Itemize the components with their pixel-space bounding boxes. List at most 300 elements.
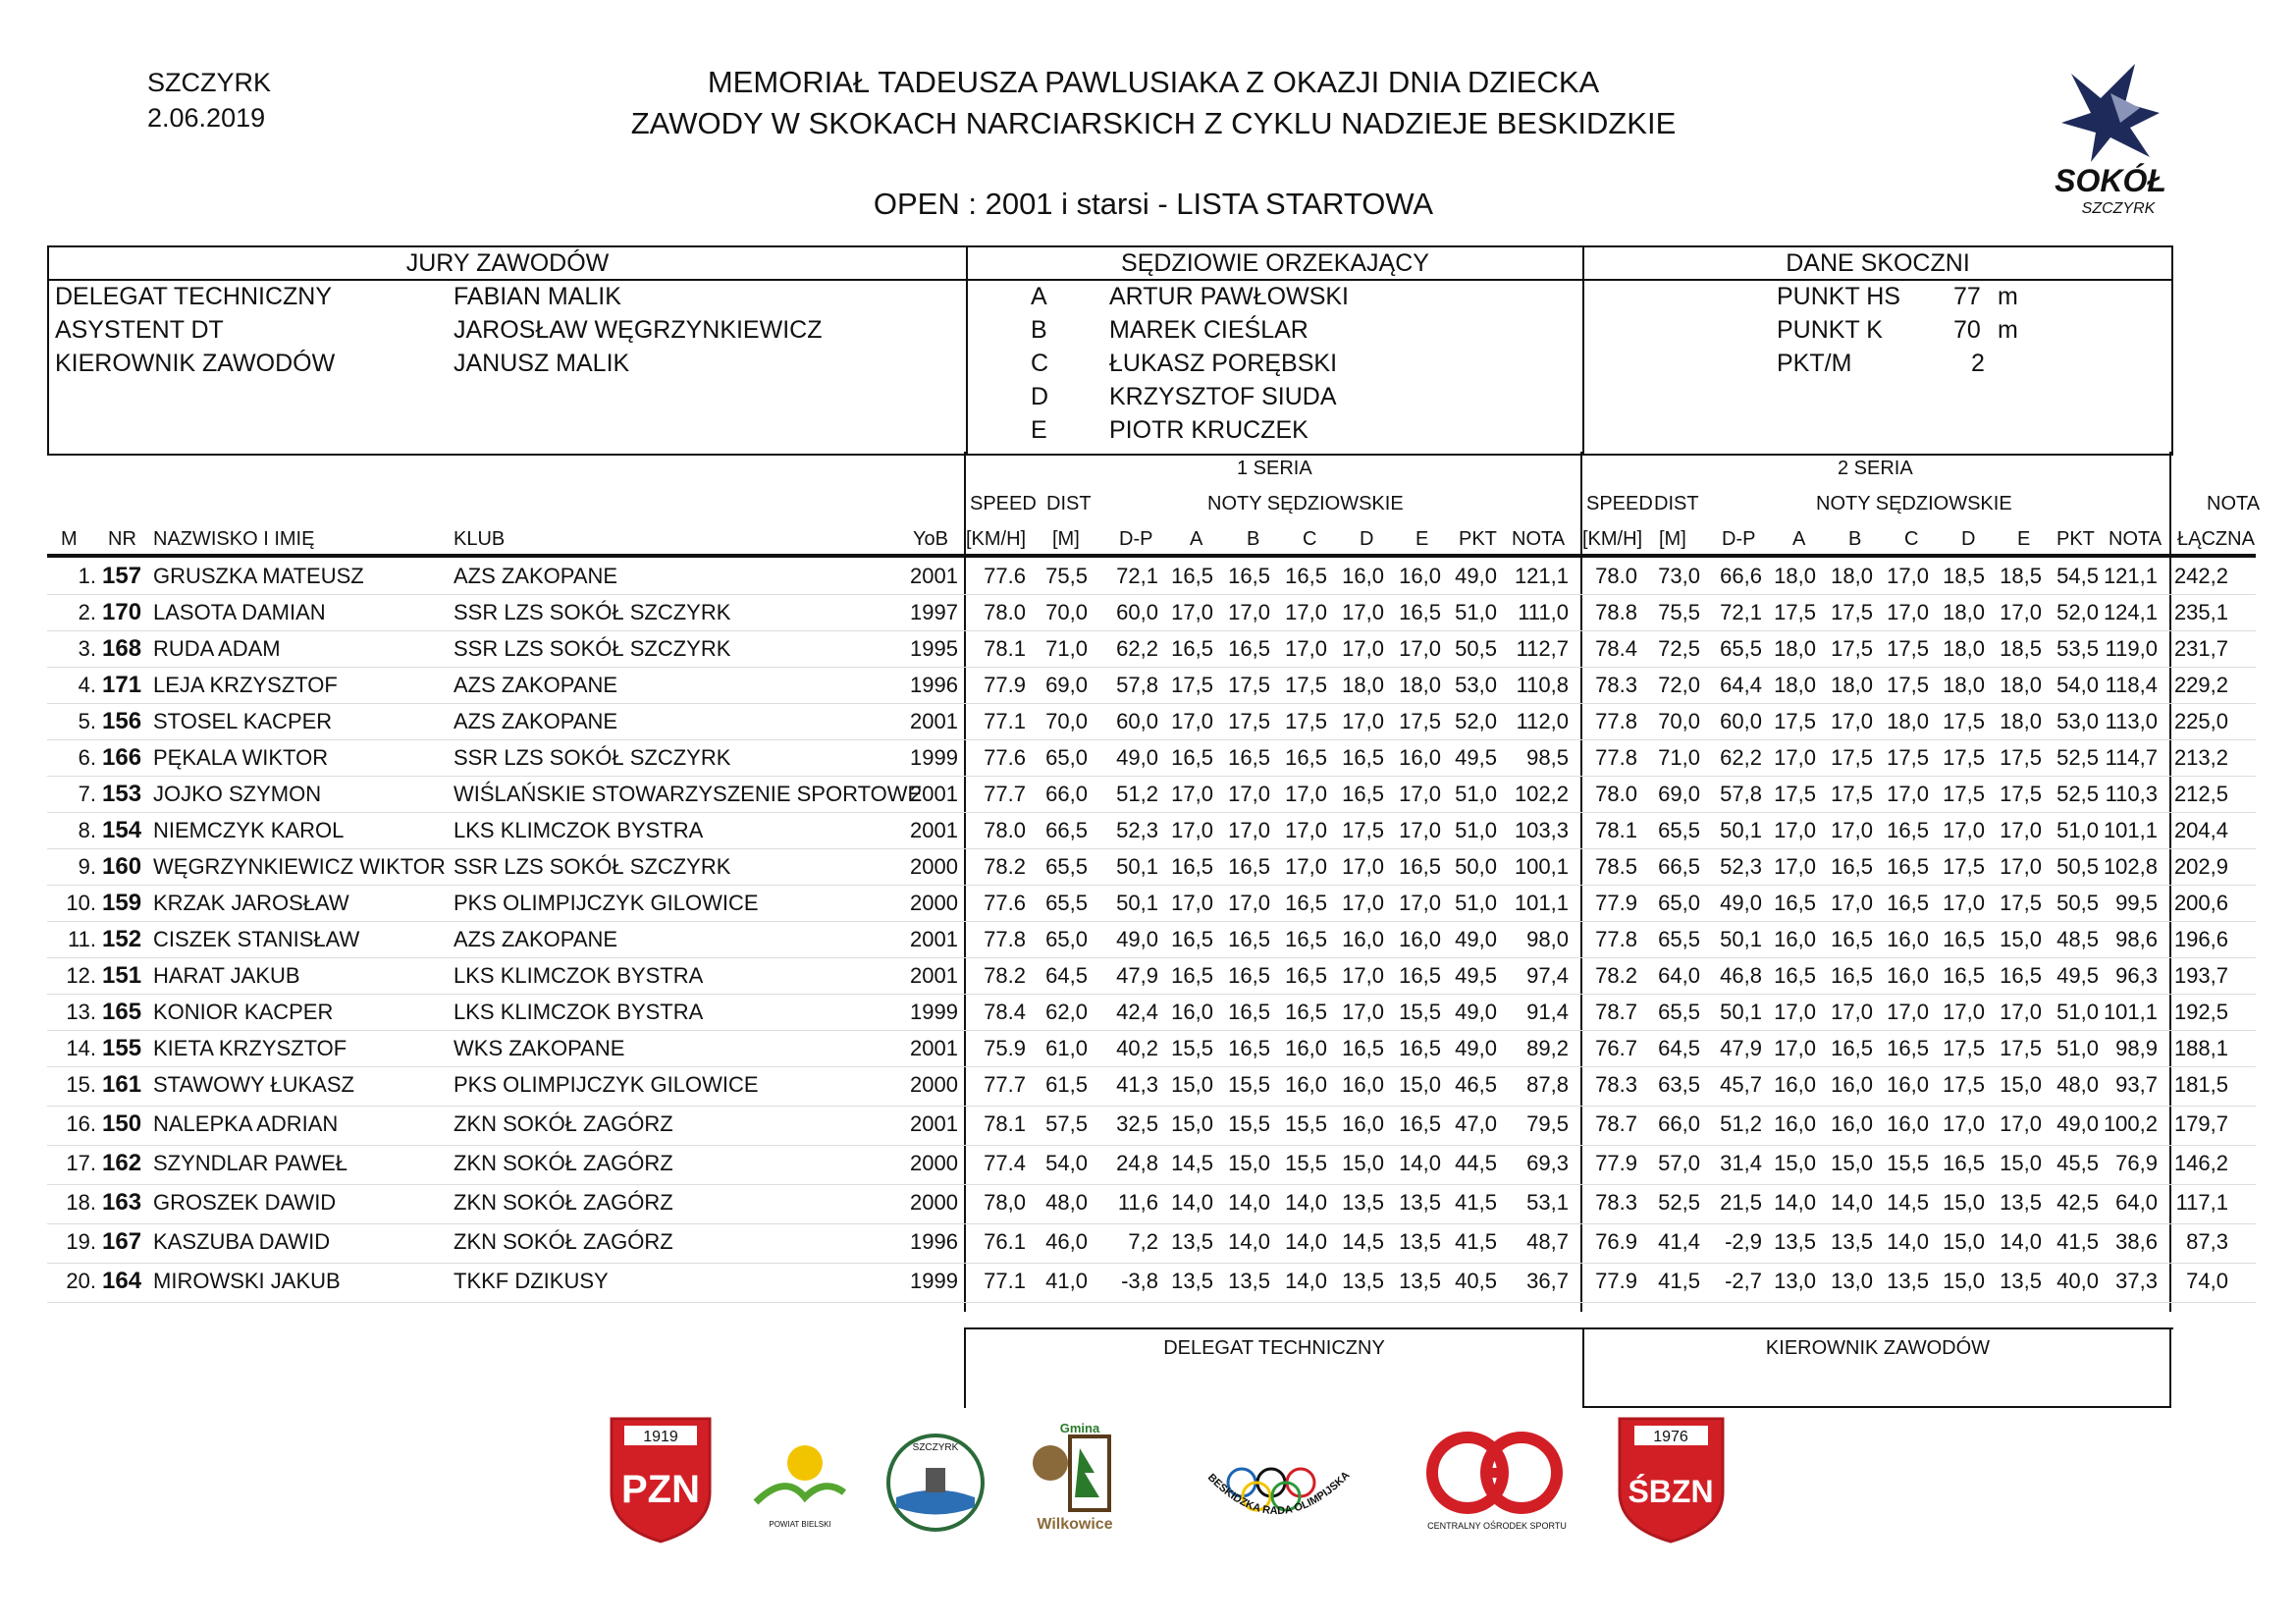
s2-cell: 14,5 xyxy=(1887,1190,1929,1215)
s1-cell: 49,0 xyxy=(1455,1036,1497,1060)
s2-cell: 65,5 xyxy=(1720,636,1762,661)
table-row xyxy=(0,1223,2296,1260)
s2-cell: 16,0 xyxy=(1774,1111,1816,1136)
table-row xyxy=(0,848,2296,885)
rank-cell: 9. xyxy=(78,854,96,879)
s2-cell: 64,4 xyxy=(1720,673,1762,697)
nr-header: NR xyxy=(108,528,136,550)
date: 2.06.2019 xyxy=(147,103,266,133)
s1-cell: 75.9 xyxy=(984,1036,1026,1060)
s2-cell: 121,1 xyxy=(2103,564,2158,588)
s2-cell: 16,5 xyxy=(1831,927,1873,951)
s1-cell: 15,5 xyxy=(1285,1111,1327,1136)
s1-cell: 16,5 xyxy=(1228,1000,1270,1024)
title-line-2: ZAWODY W SKOKACH NARCIARSKICH Z CYKLU NADZIEJE BESKIDZKIE xyxy=(630,106,1677,140)
club-cell: AZS ZAKOPANE xyxy=(454,927,618,951)
s2-cell: 16,0 xyxy=(1887,1072,1929,1097)
yob-cell: 1996 xyxy=(910,1229,958,1254)
gmina-text: Gmina xyxy=(1059,1421,1100,1435)
s1-cell: 54,0 xyxy=(1045,1151,1088,1175)
s2-cell: 17,0 xyxy=(1831,891,1873,915)
table-row xyxy=(0,703,2296,739)
jury-role: KIEROWNIK ZAWODÓW xyxy=(55,350,336,377)
s1-cell: 16,0 xyxy=(1285,1072,1327,1097)
pkt-header: PKT xyxy=(1459,528,1497,550)
s2-cell: 66,5 xyxy=(1658,854,1700,879)
s2-cell: 17,5 xyxy=(1831,782,1873,806)
table-row xyxy=(0,739,2296,776)
s1-cell: 75,5 xyxy=(1045,564,1088,588)
name-cell: KONIOR KACPER xyxy=(153,1000,334,1024)
sbzn-year: 1976 xyxy=(1653,1429,1688,1445)
s2-cell: 50,1 xyxy=(1720,1000,1762,1024)
s1-cell: 98,0 xyxy=(1526,927,1569,951)
s2-cell: 51,0 xyxy=(2056,818,2099,842)
s1-cell: 51,2 xyxy=(1116,782,1158,806)
table-row xyxy=(0,558,2296,594)
s1-cell: 98,5 xyxy=(1526,745,1569,770)
s2-cell: 78.0 xyxy=(1595,782,1637,806)
name-cell: GRUSZKA MATEUSZ xyxy=(153,564,364,588)
name-cell: KRZAK JAROSŁAW xyxy=(153,891,349,915)
s1-cell: 41,5 xyxy=(1455,1190,1497,1215)
s1-cell: 14,0 xyxy=(1171,1190,1213,1215)
s2-cell: 64,5 xyxy=(1658,1036,1700,1060)
yob-cell: 1996 xyxy=(910,673,958,697)
s1-cell: 17,5 xyxy=(1399,709,1441,733)
s2-cell: 101,1 xyxy=(2103,818,2158,842)
brol-logo-icon xyxy=(1188,1424,1384,1542)
s1-cell: 16,0 xyxy=(1171,1000,1213,1024)
s2-cell: 70,0 xyxy=(1658,709,1700,733)
name-cell: LASOTA DAMIAN xyxy=(153,600,326,624)
s2-cell: 73,0 xyxy=(1658,564,1700,588)
s1-cell: 16,5 xyxy=(1228,1036,1270,1060)
s2-cell: 48,0 xyxy=(2056,1072,2099,1097)
yob-cell: 2000 xyxy=(910,854,958,879)
s2-cell: 17,0 xyxy=(1943,1111,1985,1136)
total-cell: 235,1 xyxy=(2173,600,2228,624)
s1-cell: 69,3 xyxy=(1526,1151,1569,1175)
s2-cell: 17,5 xyxy=(2000,745,2042,770)
s2-cell: 13,5 xyxy=(1887,1269,1929,1293)
sbzn-text: ŚBZN xyxy=(1628,1474,1714,1509)
s2-cell: 72,5 xyxy=(1658,636,1700,661)
total-cell: 231,7 xyxy=(2173,636,2228,661)
s1-cell: 17,5 xyxy=(1228,709,1270,733)
s2-cell: 78.3 xyxy=(1595,673,1637,697)
club-cell: PKS OLIMPIJCZYK GILOWICE xyxy=(454,891,759,915)
bib-cell: 161 xyxy=(102,1071,142,1098)
s2-cell: 16,5 xyxy=(2000,963,2042,988)
total-cell: 181,5 xyxy=(2173,1072,2228,1097)
rank-cell: 12. xyxy=(66,963,96,988)
s1-cell: 16,5 xyxy=(1285,564,1327,588)
jury-name: FABIAN MALIK xyxy=(454,283,621,310)
s1-cell: 14,0 xyxy=(1285,1269,1327,1293)
club-cell: WIŚLAŃSKIE STOWARZYSZENIE SPORTOWE xyxy=(454,782,923,806)
s2-cell: 118,4 xyxy=(2105,673,2158,697)
s1-cell: 16,0 xyxy=(1285,1036,1327,1060)
s2-cell: 17,5 xyxy=(1887,636,1929,661)
d-header: D xyxy=(1360,528,1374,550)
s1-cell: 15,0 xyxy=(1171,1111,1213,1136)
s2-cell: 52,5 xyxy=(2056,745,2099,770)
s1-cell: 16,5 xyxy=(1285,891,1327,915)
total-cell: 192,5 xyxy=(2173,1000,2228,1024)
bib-cell: 155 xyxy=(102,1035,142,1061)
s2-cell: 50,1 xyxy=(1720,927,1762,951)
s1-cell: 17,0 xyxy=(1285,818,1327,842)
s2-cell: 78.7 xyxy=(1595,1000,1637,1024)
s2-cell: 124,1 xyxy=(2103,600,2158,624)
rank-cell: 2. xyxy=(78,600,96,624)
s1-cell: 51,0 xyxy=(1455,891,1497,915)
s1-cell: 16,5 xyxy=(1171,564,1213,588)
bib-cell: 170 xyxy=(102,599,142,625)
s1-cell: 16,0 xyxy=(1342,1111,1384,1136)
name-cell: CISZEK STANISŁAW xyxy=(153,927,360,951)
s1-cell: 16,5 xyxy=(1399,854,1441,879)
s1-cell: 14,0 xyxy=(1285,1229,1327,1254)
s1-cell: 16,5 xyxy=(1171,854,1213,879)
s2-cell: 15,0 xyxy=(2000,1072,2042,1097)
b-header: B xyxy=(1848,528,1862,550)
s1-cell: 16,0 xyxy=(1342,564,1384,588)
table-row xyxy=(0,594,2296,630)
notes-header: NOTY SĘDZIOWSKIE xyxy=(1207,493,1404,514)
s1-cell: 16,5 xyxy=(1285,963,1327,988)
s1-cell: 65,5 xyxy=(1045,891,1088,915)
s2-cell: 49,5 xyxy=(2056,963,2099,988)
s2-cell: 17,5 xyxy=(2000,782,2042,806)
s1-cell: 62,2 xyxy=(1116,636,1158,661)
table-row xyxy=(0,1184,2296,1220)
bib-cell: 162 xyxy=(102,1150,142,1176)
a-header: A xyxy=(1190,528,1203,550)
table-row xyxy=(0,776,2296,812)
s1-cell: 13,5 xyxy=(1399,1229,1441,1254)
name-cell: JOJKO SZYMON xyxy=(153,782,322,806)
s1-cell: 78.2 xyxy=(984,854,1026,879)
bib-cell: 165 xyxy=(102,999,142,1025)
s1-cell: 64,5 xyxy=(1045,963,1088,988)
yob-cell: 2000 xyxy=(910,891,958,915)
s2-cell: 110,3 xyxy=(2105,782,2158,806)
s2-cell: 72,0 xyxy=(1658,673,1700,697)
s1-cell: 16,0 xyxy=(1399,927,1441,951)
s2-cell: 63,5 xyxy=(1658,1072,1700,1097)
judge-letter: E xyxy=(1031,416,1047,444)
s2-cell: 52,0 xyxy=(2056,600,2099,624)
s2-cell: 17,5 xyxy=(1943,854,1985,879)
total-cell: 179,7 xyxy=(2173,1111,2228,1136)
s2-cell: 14,0 xyxy=(2000,1229,2042,1254)
s2-cell: 78.2 xyxy=(1595,963,1637,988)
s1-cell: 17,0 xyxy=(1171,600,1213,624)
s1-cell: 53,1 xyxy=(1526,1190,1569,1215)
s2-cell: 45,5 xyxy=(2056,1151,2099,1175)
s2-cell: 18,5 xyxy=(2000,636,2042,661)
s2-cell: -2,7 xyxy=(1725,1269,1762,1293)
club-cell: ZKN SOKÓŁ ZAGÓRZ xyxy=(454,1190,673,1215)
yob-cell: 2001 xyxy=(910,818,958,842)
speed-unit-header: [KM/H] xyxy=(1582,528,1643,550)
total-cell: 188,1 xyxy=(2173,1036,2228,1060)
s2-cell: 99,5 xyxy=(2115,891,2158,915)
s2-cell: 76.9 xyxy=(1595,1229,1637,1254)
s2-cell: 102,8 xyxy=(2103,854,2158,879)
s1-cell: 17,0 xyxy=(1228,600,1270,624)
s1-cell: 17,0 xyxy=(1171,818,1213,842)
s2-cell: 17,5 xyxy=(1943,782,1985,806)
s2-cell: 16,5 xyxy=(1943,963,1985,988)
s2-cell: 21,5 xyxy=(1720,1190,1762,1215)
bib-cell: 151 xyxy=(102,962,142,989)
name-cell: LEJA KRZYSZTOF xyxy=(153,673,338,697)
dist-unit-header: [M] xyxy=(1052,528,1080,550)
pzn-text: PZN xyxy=(621,1468,700,1511)
s1-cell: 110,8 xyxy=(1516,673,1569,697)
name-cell: MIROWSKI JAKUB xyxy=(153,1269,341,1293)
s1-cell: 16,0 xyxy=(1399,745,1441,770)
table-row xyxy=(0,667,2296,703)
s1-cell: 60,0 xyxy=(1116,709,1158,733)
s2-cell: 54,0 xyxy=(2056,673,2099,697)
s2-cell: 17,0 xyxy=(1831,818,1873,842)
jury-name: JANUSZ MALIK xyxy=(454,350,630,377)
bib-cell: 171 xyxy=(102,672,142,698)
bib-cell: 150 xyxy=(102,1110,142,1137)
title-line-1: MEMORIAŁ TADEUSZA PAWLUSIAKA Z OKAZJI DNIA DZIECKA xyxy=(707,65,1600,99)
yob-cell: 1997 xyxy=(910,600,958,624)
s1-cell: 16,5 xyxy=(1399,600,1441,624)
s1-cell: 16,5 xyxy=(1228,564,1270,588)
s1-cell: 112,0 xyxy=(1516,709,1569,733)
total-cell: 213,2 xyxy=(2173,745,2228,770)
name-cell: KASZUBA DAWID xyxy=(153,1229,331,1254)
s2-cell: 13,5 xyxy=(2000,1190,2042,1215)
yob-cell: 2001 xyxy=(910,709,958,733)
s1-cell: 76.1 xyxy=(984,1229,1026,1254)
s1-cell: 16,5 xyxy=(1228,927,1270,951)
club-cell: LKS KLIMCZOK BYSTRA xyxy=(454,1000,704,1024)
hill-value: 77 xyxy=(1953,283,1981,310)
s2-cell: 16,5 xyxy=(1887,1036,1929,1060)
s2-cell: 17,0 xyxy=(2000,1111,2042,1136)
s2-cell: 77.8 xyxy=(1595,709,1637,733)
s2-cell: 47,9 xyxy=(1720,1036,1762,1060)
s1-cell: 17,0 xyxy=(1342,600,1384,624)
s2-cell: 119,0 xyxy=(2105,636,2158,661)
total-cell: 200,6 xyxy=(2173,891,2228,915)
s1-cell: 102,2 xyxy=(1514,782,1569,806)
s2-cell: 31,4 xyxy=(1720,1151,1762,1175)
s1-cell: 14,5 xyxy=(1342,1229,1384,1254)
logo-subtext: SZCZYRK xyxy=(2081,200,2156,217)
rank-cell: 3. xyxy=(78,636,96,661)
s2-cell: 17,5 xyxy=(1887,673,1929,697)
s2-cell: 15,0 xyxy=(1774,1151,1816,1175)
s2-cell: 18,0 xyxy=(1774,673,1816,697)
s1-cell: 52,3 xyxy=(1116,818,1158,842)
wilkowice-text: Wilkowice xyxy=(1037,1516,1113,1533)
s2-cell: 15,0 xyxy=(1943,1190,1985,1215)
s1-cell: 60,0 xyxy=(1116,600,1158,624)
bib-cell: 163 xyxy=(102,1189,142,1216)
falcon-icon xyxy=(2042,54,2179,221)
s2-cell: 18,0 xyxy=(1831,564,1873,588)
s1-cell: 77.9 xyxy=(984,673,1026,697)
s2-cell: 78.3 xyxy=(1595,1072,1637,1097)
s1-cell: 17,0 xyxy=(1228,818,1270,842)
s1-cell: 78.0 xyxy=(984,600,1026,624)
sponsor-logos xyxy=(0,1404,2296,1581)
name-cell: STOSEL KACPER xyxy=(153,709,333,733)
notes-header: NOTY SĘDZIOWSKIE xyxy=(1816,493,2012,514)
s1-cell: 17,0 xyxy=(1342,891,1384,915)
judge-name: KRZYSZTOF SIUDA xyxy=(1109,383,1337,410)
s2-cell: 45,7 xyxy=(1720,1072,1762,1097)
s2-cell: 77.9 xyxy=(1595,1151,1637,1175)
club-cell: TKKF DZIKUSY xyxy=(454,1269,609,1293)
rank-cell: 18. xyxy=(66,1190,96,1215)
s1-cell: 50,1 xyxy=(1116,854,1158,879)
s1-cell: 16,5 xyxy=(1285,1000,1327,1024)
name-cell: SZYNDLAR PAWEŁ xyxy=(153,1151,348,1175)
total-cell: 204,4 xyxy=(2173,818,2228,842)
s1-cell: 53,0 xyxy=(1455,673,1497,697)
s1-cell: 77.7 xyxy=(984,782,1026,806)
table-row xyxy=(0,994,2296,1030)
s2-cell: 18,0 xyxy=(1887,709,1929,733)
s1-cell: 17,0 xyxy=(1342,854,1384,879)
powiat-logo-icon xyxy=(746,1438,854,1537)
s2-cell: 72,1 xyxy=(1720,600,1762,624)
judge-name: PIOTR KRUCZEK xyxy=(1109,416,1308,444)
s1-cell: 16,5 xyxy=(1171,636,1213,661)
s1-cell: 41,5 xyxy=(1455,1229,1497,1254)
s2-cell: 17,5 xyxy=(1943,1036,1985,1060)
s2-cell: 17,5 xyxy=(1943,1072,1985,1097)
s1-cell: 13,5 xyxy=(1228,1269,1270,1293)
s2-cell: 17,5 xyxy=(1831,600,1873,624)
jury-role: DELEGAT TECHNICZNY xyxy=(55,283,332,310)
signature-box xyxy=(964,1327,2173,1408)
s1-cell: 17,5 xyxy=(1342,818,1384,842)
yob-cell: 1999 xyxy=(910,1269,958,1293)
s1-cell: 70,0 xyxy=(1045,709,1088,733)
s2-cell: 18,0 xyxy=(1774,564,1816,588)
hill-value: 70 xyxy=(1953,316,1981,344)
bib-cell: 156 xyxy=(102,708,142,734)
total-cell: 74,0 xyxy=(2186,1269,2228,1293)
s2-cell: 16,0 xyxy=(1887,1111,1929,1136)
s2-cell: 57,0 xyxy=(1658,1151,1700,1175)
s2-cell: 78.1 xyxy=(1595,818,1637,842)
s2-cell: 18,5 xyxy=(1943,564,1985,588)
s1-cell: 17,0 xyxy=(1171,709,1213,733)
name-cell: GROSZEK DAWID xyxy=(153,1190,337,1215)
s1-cell: 17,0 xyxy=(1342,963,1384,988)
s1-cell: 61,0 xyxy=(1045,1036,1088,1060)
s2-cell: 77.8 xyxy=(1595,745,1637,770)
s2-cell: 17,0 xyxy=(1887,564,1929,588)
s1-cell: 13,5 xyxy=(1399,1269,1441,1293)
szczyrk-logo-icon xyxy=(881,1429,989,1537)
s2-cell: 17,0 xyxy=(2000,1000,2042,1024)
bib-cell: 160 xyxy=(102,853,142,880)
s2-cell: 41,5 xyxy=(1658,1269,1700,1293)
s2-cell: 17,0 xyxy=(2000,600,2042,624)
s1-cell: 62,0 xyxy=(1045,1000,1088,1024)
s2-cell: 71,0 xyxy=(1658,745,1700,770)
s2-cell: 62,2 xyxy=(1720,745,1762,770)
pzn-year: 1919 xyxy=(643,1429,678,1445)
s1-cell: 16,5 xyxy=(1285,927,1327,951)
s1-cell: 77.6 xyxy=(984,564,1026,588)
s1-cell: 70,0 xyxy=(1045,600,1088,624)
s2-cell: 18,0 xyxy=(1831,673,1873,697)
s1-cell: 47,0 xyxy=(1455,1111,1497,1136)
s1-cell: 17,5 xyxy=(1285,673,1327,697)
szczyrk-text: SZCZYRK xyxy=(912,1442,959,1453)
s1-cell: 72,1 xyxy=(1116,564,1158,588)
rank-cell: 17. xyxy=(66,1151,96,1175)
s1-cell: 13,5 xyxy=(1342,1190,1384,1215)
table-row xyxy=(0,1066,2296,1103)
rank-cell: 10. xyxy=(66,891,96,915)
hill-value: 2 xyxy=(1971,350,1985,377)
s2-cell: 42,5 xyxy=(2056,1190,2099,1215)
club-cell: LKS KLIMCZOK BYSTRA xyxy=(454,963,704,988)
s2-cell: 51,2 xyxy=(1720,1111,1762,1136)
hill-label: PKT/M xyxy=(1777,350,1852,377)
s2-cell: 17,5 xyxy=(1943,745,1985,770)
nota-short-header: NOTA xyxy=(1512,528,1566,550)
s2-cell: 17,0 xyxy=(1943,891,1985,915)
s1-cell: 16,5 xyxy=(1285,745,1327,770)
s2-cell: 76.7 xyxy=(1595,1036,1637,1060)
rank-cell: 14. xyxy=(66,1036,96,1060)
s1-cell: 79,5 xyxy=(1526,1111,1569,1136)
name-header: NAZWISKO I IMIĘ xyxy=(153,528,315,550)
s1-cell: 111,0 xyxy=(1518,600,1569,624)
s1-cell: 17,0 xyxy=(1342,709,1384,733)
s1-cell: 17,0 xyxy=(1342,1000,1384,1024)
s1-cell: 49,0 xyxy=(1116,745,1158,770)
s2-cell: 38,6 xyxy=(2115,1229,2158,1254)
s2-cell: 16,5 xyxy=(1774,891,1816,915)
s2-cell: 78.0 xyxy=(1595,564,1637,588)
club-cell: ZKN SOKÓŁ ZAGÓRZ xyxy=(454,1229,673,1254)
cos-logo-icon xyxy=(1414,1429,1580,1537)
s2-cell: 64,0 xyxy=(2115,1190,2158,1215)
s2-cell: 16,0 xyxy=(1887,927,1929,951)
s1-cell: 57,5 xyxy=(1045,1111,1088,1136)
judge-letter: D xyxy=(1031,383,1049,410)
s1-cell: 51,0 xyxy=(1455,818,1497,842)
s2-cell: 16,5 xyxy=(1774,963,1816,988)
s1-cell: 17,5 xyxy=(1285,709,1327,733)
s2-cell: 13,5 xyxy=(1831,1229,1873,1254)
s1-cell: 78.1 xyxy=(984,636,1026,661)
club-cell: PKS OLIMPIJCZYK GILOWICE xyxy=(454,1072,759,1097)
s2-cell: 96,3 xyxy=(2115,963,2158,988)
s2-cell: 93,7 xyxy=(2115,1072,2158,1097)
s2-cell: 75,5 xyxy=(1658,600,1700,624)
s2-cell: 51,0 xyxy=(2056,1000,2099,1024)
